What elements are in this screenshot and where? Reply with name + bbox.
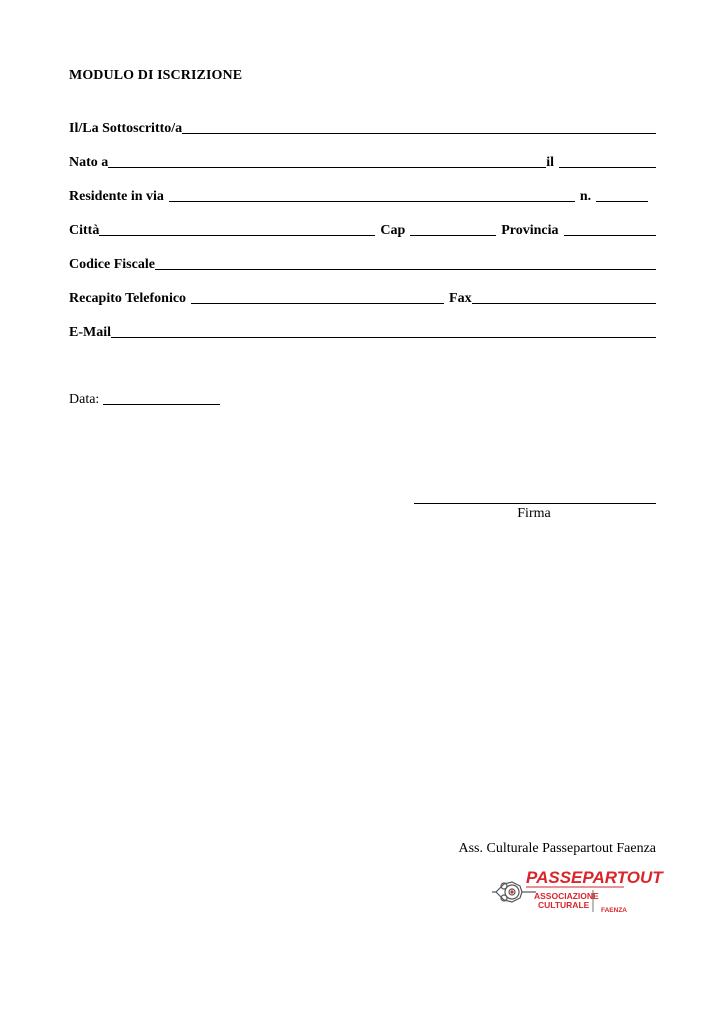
input-line-fax[interactable] xyxy=(472,303,656,304)
label-provincia: Provincia xyxy=(501,223,559,238)
field-row-citta xyxy=(69,219,656,239)
input-line-provincia[interactable] xyxy=(564,235,656,236)
emblem-dot-icon xyxy=(510,890,513,893)
field-row-email xyxy=(69,321,656,341)
input-line-numero[interactable] xyxy=(596,201,648,202)
label-citta: Città xyxy=(69,223,100,238)
field-row-contatti xyxy=(69,287,656,307)
input-line-data-nascita[interactable] xyxy=(559,167,656,168)
input-line-codice-fiscale[interactable] xyxy=(155,269,656,270)
input-line-sottoscritto[interactable] xyxy=(182,133,656,134)
input-line-via[interactable] xyxy=(169,201,575,202)
input-line-nato-a[interactable] xyxy=(108,167,546,168)
label-codice-fiscale: Codice Fiscale xyxy=(69,257,155,272)
logo-line1-text: ASSOCIAZIONE xyxy=(534,891,599,901)
input-line-email[interactable] xyxy=(111,337,656,338)
label-email: E-Mail xyxy=(69,325,111,340)
passepartout-logo xyxy=(490,866,663,918)
label-fax: Fax xyxy=(449,291,472,306)
date-row xyxy=(69,388,220,408)
input-line-cap[interactable] xyxy=(410,235,496,236)
field-row-residenza xyxy=(69,185,656,205)
input-line-data[interactable] xyxy=(103,404,220,405)
input-line-telefono[interactable] xyxy=(191,303,444,304)
field-row-sottoscritto xyxy=(69,117,656,137)
label-nato-a: Nato a xyxy=(69,155,109,170)
field-row-nascita xyxy=(69,151,656,171)
association-name: Ass. Culturale Passepartout Faenza xyxy=(458,841,656,856)
page-title: MODULO DI ISCRIZIONE xyxy=(69,68,243,83)
logo-brand-text: PASSEPARTOUT xyxy=(526,868,663,887)
logo-line2-text: CULTURALE xyxy=(538,900,590,910)
label-il: il xyxy=(546,155,555,170)
field-row-codice-fiscale xyxy=(69,253,656,273)
label-cap: Cap xyxy=(380,223,406,238)
label-residente: Residente in via xyxy=(69,189,164,204)
input-line-citta[interactable] xyxy=(99,235,375,236)
signature-line[interactable] xyxy=(414,503,656,504)
label-data: Data: xyxy=(69,392,100,407)
label-telefono: Recapito Telefonico xyxy=(69,291,187,306)
logo-city-text: FAENZA xyxy=(601,907,627,914)
label-numero: n. xyxy=(579,189,592,204)
label-sottoscritto: Il/La Sottoscritto/a xyxy=(69,121,183,136)
signature-label: Firma xyxy=(517,506,551,521)
